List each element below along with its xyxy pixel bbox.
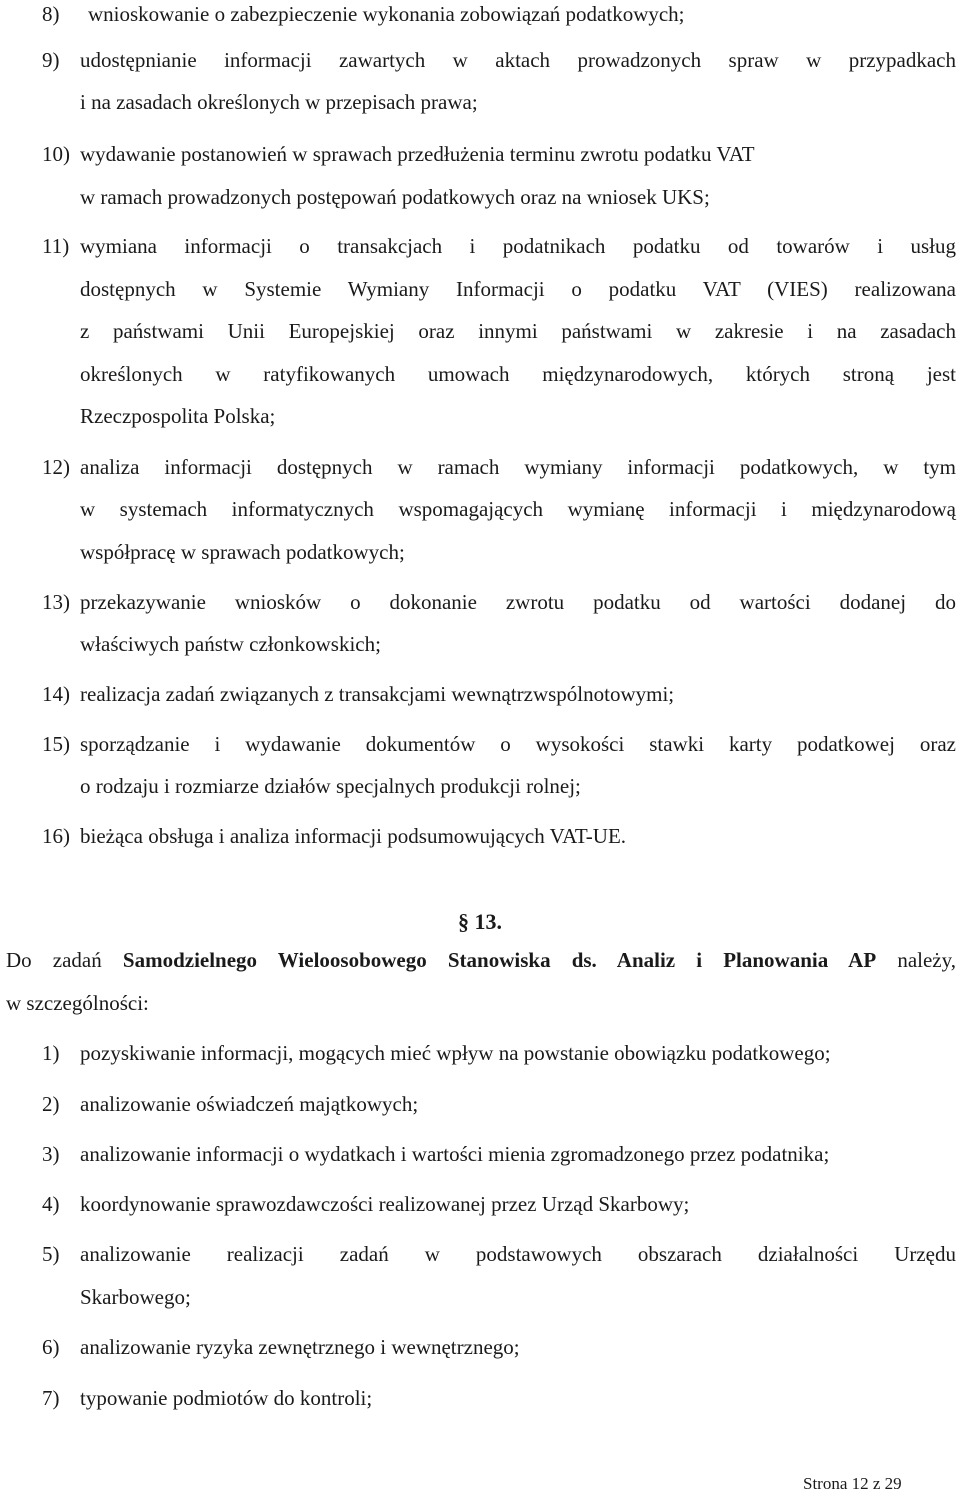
page-number: Strona 12 z 29 <box>803 1474 902 1493</box>
list-item-text: koordynowanie sprawozdawczości realizowanej przez Urząd Skarbowy; <box>80 1192 690 1216</box>
list-item-text: określonych w ratyfikowanych umowach międzynarodowych, których stroną jest <box>80 362 956 386</box>
list-item-text: wymiana informacji o transakcjach i podatnikach podatku od towarów i usług <box>80 234 956 258</box>
list-item-text: analizowanie realizacji zadań w podstawowych obszarach działalności Urzędu <box>80 1242 956 1266</box>
list-item-number: 11) <box>42 234 70 258</box>
list-item-text: analiza informacji dostępnych w ramach wymiany informacji podatkowych, w tym <box>80 455 956 479</box>
list-item-number: 9) <box>42 48 60 72</box>
unit-name: Samodzielnego Wieloosobowego Stanowiska ds. <box>122 948 597 972</box>
list-item-text: sporządzanie i wydawanie dokumentów o wysokości stawki karty podatkowej oraz <box>80 732 956 756</box>
list-item-text: wnioskowanie o zabezpieczenie wykonania zobowiązań podatkowych; <box>88 2 685 26</box>
list-item-text: pozyskiwanie informacji, mogących mieć wpływ na powstanie obowiązku podatkowego; <box>80 1041 831 1065</box>
intro-text: Do zadań <box>6 948 123 972</box>
list-item-number: 15) <box>42 732 70 756</box>
list-item-number: 6) <box>42 1335 60 1359</box>
list-item-text: i na zasadach określonych w przepisach prawa; <box>80 90 478 114</box>
list-item-number: 3) <box>42 1142 60 1166</box>
list-item-text: udostępnianie informacji zawartych w aktach prowadzonych spraw w przypadkach <box>80 48 956 72</box>
section-heading: § 13. <box>458 909 502 934</box>
list-item-number: 2) <box>42 1092 60 1116</box>
list-item-number: 8) <box>42 2 60 26</box>
list-item-text: wydawanie postanowień w sprawach przedłużenia terminu zwrotu podatku VAT <box>80 142 755 166</box>
list-item-text: z państwami Unii Europejskiej oraz innymi państwami w zakresie i na zasadach <box>80 319 956 343</box>
list-item-number: 12) <box>42 455 70 479</box>
list-item-text: dostępnych w Systemie Wymiany Informacji o podatku VAT (VIES) realizowana <box>80 277 956 301</box>
list-item-number: 10) <box>42 142 70 166</box>
list-item-text: właściwych państw członkowskich; <box>80 632 381 656</box>
unit-name-abbrev: Analiz i Planowania AP <box>596 948 877 972</box>
list-item-number: 7) <box>42 1386 60 1410</box>
list-item-text: współpracę w sprawach podatkowych; <box>80 540 405 564</box>
list-item-number: 1) <box>42 1041 60 1065</box>
list-item-text: analizowanie informacji o wydatkach i wartości mienia zgromadzonego przez podatnika; <box>80 1142 830 1166</box>
list-item-number: 13) <box>42 590 70 614</box>
list-item-text: typowanie podmiotów do kontroli; <box>80 1386 373 1410</box>
list-item-text: analizowanie ryzyka zewnętrznego i wewnętrznego; <box>80 1335 520 1359</box>
section-intro <box>6 946 956 974</box>
list-item-text: o rodzaju i rozmiarze działów specjalnych produkcji rolnej; <box>80 774 581 798</box>
list-item-text: Rzeczpospolita Polska; <box>80 404 276 428</box>
list-item-text: realizacja zadań związanych z transakcjami wewnątrzwspólnotowymi; <box>80 682 675 706</box>
list-item-number: 4) <box>42 1192 60 1216</box>
list-item-text: Skarbowego; <box>80 1285 191 1309</box>
intro-text: należy, <box>876 948 956 972</box>
list-item-number: 14) <box>42 682 70 706</box>
list-item-text: analizowanie oświadczeń majątkowych; <box>80 1092 419 1116</box>
list-item-number: 5) <box>42 1242 60 1266</box>
list-item-text: przekazywanie wniosków o dokonanie zwrotu podatku od wartości dodanej do <box>80 590 956 614</box>
section-intro-line2: w szczególności: <box>6 991 149 1015</box>
list-item-text: w ramach prowadzonych postępowań podatkowych oraz na wniosek UKS; <box>80 185 710 209</box>
list-item-number: 16) <box>42 824 70 848</box>
list-item-text: bieżąca obsługa i analiza informacji podsumowujących VAT-UE. <box>80 824 627 848</box>
list-item-text: w systemach informatycznych wspomagających wymianę informacji i międzynarodową <box>80 497 956 521</box>
